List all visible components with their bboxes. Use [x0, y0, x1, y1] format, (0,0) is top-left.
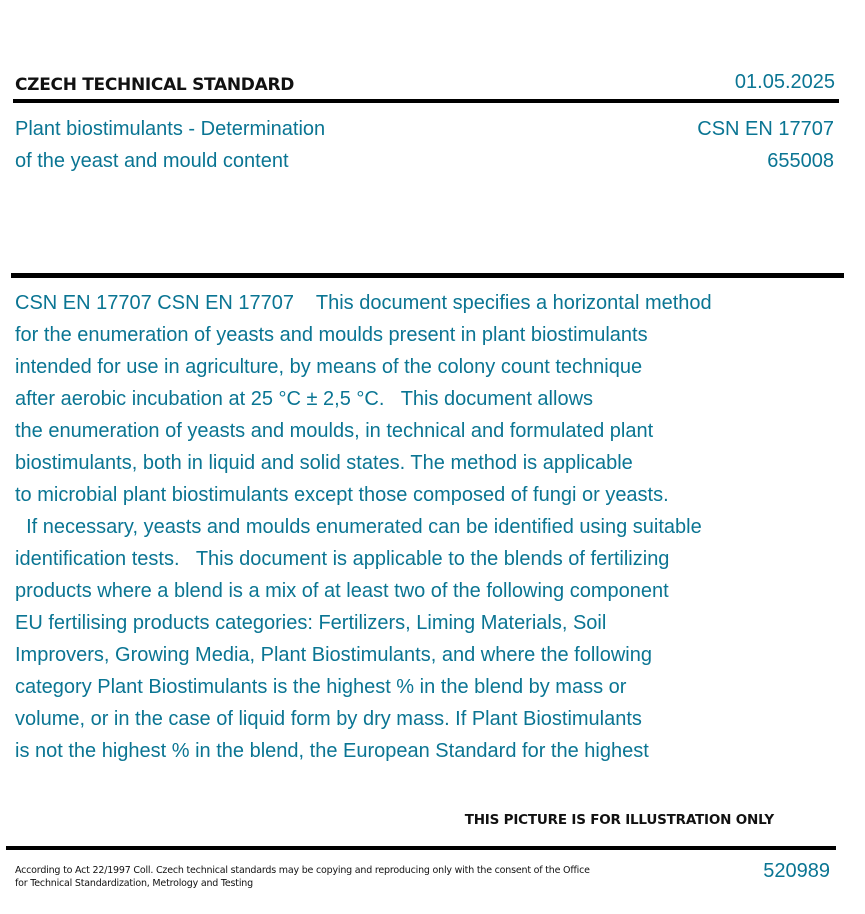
standard-description — [15, 287, 805, 767]
copyright-line: for Technical Standardization, Metrology and Testing — [15, 878, 253, 889]
document-type-label: CZECH TECHNICAL STANDARD — [15, 75, 295, 95]
illustration-notice: THIS PICTURE IS FOR ILLUSTRATION ONLY — [464, 812, 774, 828]
footer-divider — [6, 846, 836, 850]
title-line: of the yeast and mould content — [15, 150, 289, 172]
description-line: after aerobic incubation at 25 °C ± 2,5 °C. This document allows — [15, 388, 594, 410]
publication-date: 01.05.2025 — [734, 71, 835, 93]
description-line: intended for use in agriculture, by means of the colony count technique — [15, 356, 643, 378]
description-line: identification tests. This document is applicable to the blends of fertilizing — [15, 548, 670, 570]
standard-code: CSN EN 17707 — [697, 118, 834, 140]
copyright-line: According to Act 22/1997 Coll. Czech technical standards may be copying and reproducing only with the consent of the Office — [15, 865, 590, 876]
standard-title — [15, 113, 325, 177]
header-divider — [13, 99, 839, 103]
description-line: category Plant Biostimulants is the highest % in the blend by mass or — [15, 676, 627, 698]
description-line: for the enumeration of yeasts and moulds present in plant biostimulants — [15, 324, 648, 346]
description-line: biostimulants, both in liquid and solid states. The method is applicable — [15, 452, 633, 474]
description-line: products where a blend is a mix of at least two of the following component — [15, 580, 669, 602]
catalog-number: 520989 — [763, 860, 830, 882]
description-line: to microbial plant biostimulants except those composed of fungi or yeasts. — [15, 484, 669, 506]
description-line: EU fertilising products categories: Fertilizers, Liming Materials, Soil — [15, 612, 607, 634]
standard-codes — [697, 113, 834, 177]
description-line: If necessary, yeasts and moulds enumerated can be identified using suitable — [15, 516, 702, 538]
title-divider — [11, 273, 844, 278]
description-line: CSN EN 17707 CSN EN 17707 This document specifies a horizontal method — [15, 292, 712, 314]
description-line: is not the highest % in the blend, the European Standard for the highest — [15, 740, 649, 762]
description-line: the enumeration of yeasts and moulds, in technical and formulated plant — [15, 420, 654, 442]
description-line: Improvers, Growing Media, Plant Biostimulants, and where the following — [15, 644, 652, 666]
classification-code: 655008 — [767, 150, 834, 172]
title-line: Plant biostimulants - Determination — [15, 118, 326, 140]
copyright-notice — [15, 864, 590, 890]
description-line: volume, or in the case of liquid form by dry mass. If Plant Biostimulants — [15, 708, 642, 730]
